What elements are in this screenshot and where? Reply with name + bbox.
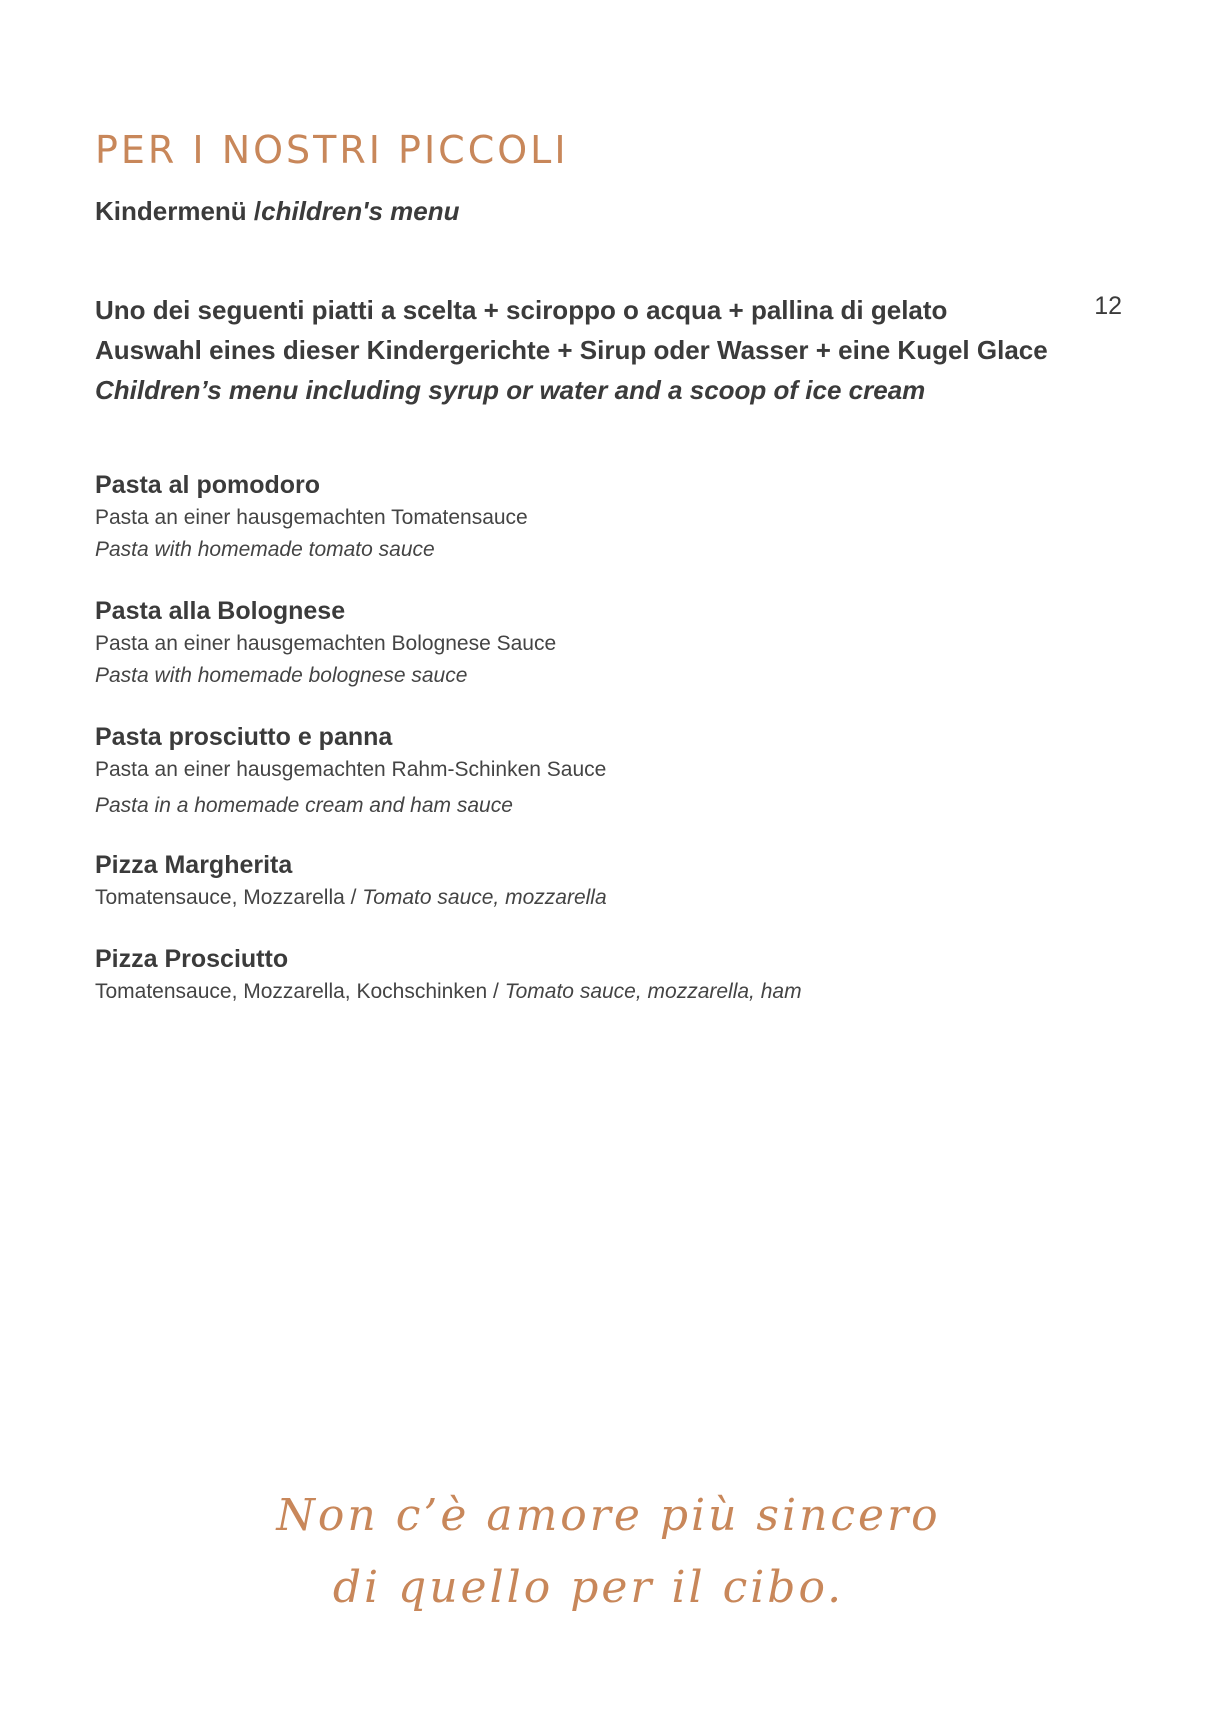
dish-item	[95, 942, 1125, 1008]
footer-quote	[0, 1480, 1217, 1624]
offer-german: Auswahl eines dieser Kindergerichte + Sirup oder Wasser + eine Kugel Glace	[95, 335, 1048, 365]
dish-name: Pasta al pomodoro	[95, 471, 321, 499]
dish-description-german: Pasta an einer hausgemachten Tomatensauce	[95, 506, 528, 529]
page-title: PER I NOSTRI PICCOLI	[95, 128, 569, 172]
subtitle-german: Kindermenü /	[95, 196, 262, 226]
dish-name: Pizza Margherita	[95, 851, 293, 879]
dish-item	[95, 720, 1125, 822]
offer-price: 12	[1094, 292, 1122, 320]
menu-offer	[95, 290, 1125, 410]
dish-description-english: Pasta in a homemade cream and ham sauce	[95, 794, 513, 817]
offer-english: Children’s menu including syrup or water and a scoop of ice cream	[95, 375, 926, 405]
dish-name: Pizza Prosciutto	[95, 945, 289, 973]
dish-name: Pasta prosciutto e panna	[95, 723, 393, 751]
dish-item	[95, 594, 1125, 692]
dish-item	[95, 468, 1125, 566]
dish-description-english: Tomato sauce, mozzarella	[362, 886, 607, 909]
dish-name: Pasta alla Bolognese	[95, 597, 346, 625]
offer-italian: Uno dei seguenti piatti a scelta + sciroppo o acqua + pallina di gelato	[95, 295, 948, 325]
menu-subtitle	[95, 196, 459, 227]
dish-description-german: Pasta an einer hausgemachten Bolognese Sauce	[95, 632, 557, 655]
dish-description-english: Tomato sauce, mozzarella, ham	[504, 980, 802, 1003]
subtitle-english: children's menu	[261, 196, 460, 226]
quote-line-1: Non c’è amore più sincero	[276, 1490, 941, 1541]
dish-description-german: Pasta an einer hausgemachten Rahm-Schinken Sauce	[95, 758, 607, 781]
quote-line-2: di quello per il cibo.	[332, 1562, 845, 1613]
dish-description-english: Pasta with homemade tomato sauce	[95, 538, 435, 561]
dish-list	[95, 468, 1125, 1008]
dish-description	[95, 976, 1125, 1008]
dish-description-german: Tomatensauce, Mozzarella, Kochschinken /	[95, 980, 505, 1003]
dish-description-english: Pasta with homemade bolognese sauce	[95, 664, 468, 687]
dish-item	[95, 848, 1125, 914]
dish-description	[95, 882, 1125, 914]
dish-description-german: Tomatensauce, Mozzarella /	[95, 886, 363, 909]
